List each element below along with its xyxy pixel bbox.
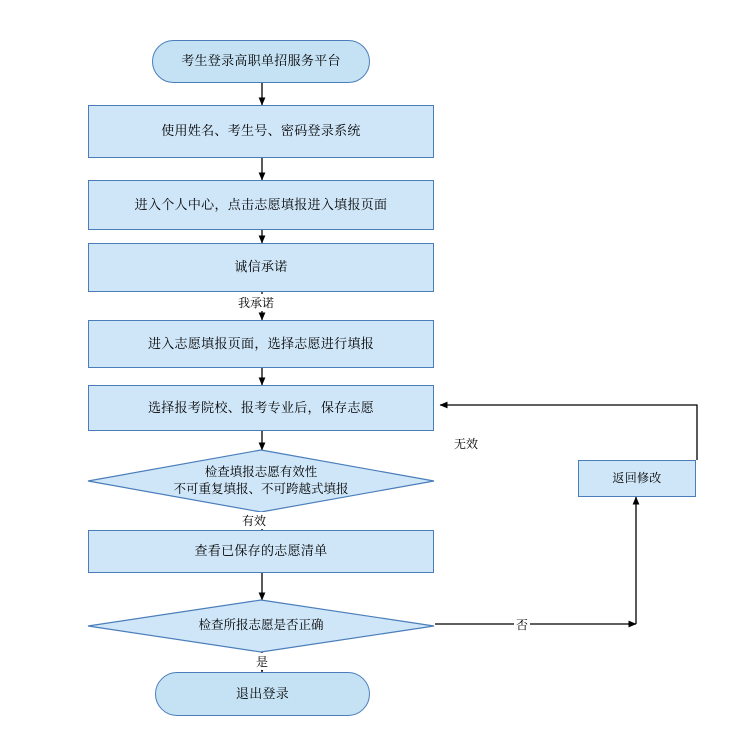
node-integrity-promise-label: 诚信承诺	[234, 259, 288, 275]
edge-label-promise: 我承诺	[238, 296, 275, 310]
node-check-validity-line1: 检查填报志愿有效性	[204, 464, 318, 479]
node-view-list	[88, 530, 434, 573]
node-login	[88, 105, 434, 158]
node-login-label: 使用姓名、考生号、密码登录系统	[161, 123, 361, 139]
edge-label-valid: 有效	[242, 514, 267, 528]
node-integrity-promise	[88, 243, 434, 292]
node-check-validity-line2: 不可重复填报、不可跨越式填报	[173, 482, 349, 496]
node-save-volunteer-label: 选择报考院校、报考专业后，保存志愿	[147, 399, 375, 415]
node-fill-page-label: 进入志愿填报页面，选择志愿进行填报	[147, 335, 375, 351]
node-return-modify-label: 返回修改	[612, 470, 662, 485]
node-start-label: 考生登录高职单招服务平台	[181, 53, 341, 69]
node-personal-center	[88, 180, 434, 230]
node-personal-center-label: 进入个人中心，点击志愿填报进入填报页面	[134, 196, 388, 212]
node-return-modify	[578, 460, 696, 497]
node-start	[152, 40, 370, 83]
node-end	[155, 672, 370, 716]
node-check-correct-line1: 检查所报志愿是否正确	[198, 618, 324, 633]
node-save-volunteer	[88, 385, 434, 431]
node-check-validity	[88, 450, 434, 512]
node-view-list-label: 查看已保存的志愿清单	[194, 543, 328, 559]
edge-label-no: 否	[516, 618, 529, 632]
node-check-correct	[88, 600, 434, 652]
node-end-label: 退出登录	[235, 685, 290, 701]
edge-label-invalid: 无效	[454, 437, 479, 451]
node-fill-page	[88, 320, 434, 368]
edge-label-yes: 是	[256, 655, 269, 669]
